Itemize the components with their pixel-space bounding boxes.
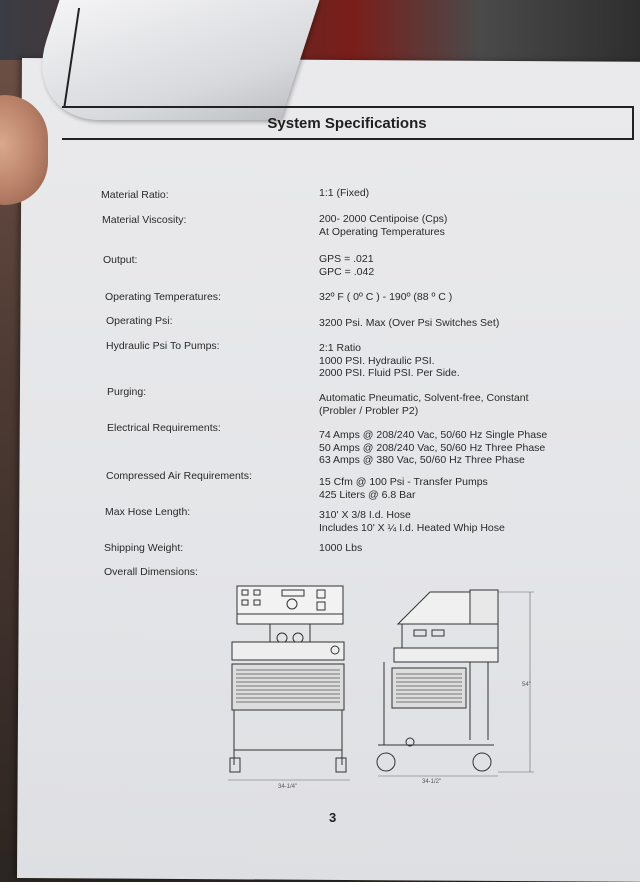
- spec-label-material-viscosity: Material Viscosity:: [102, 214, 187, 226]
- spec-value-operating-temperatures: 32º F ( 0º C ) - 190º (88 º C ): [319, 291, 453, 303]
- spec-label-electrical-requirements: Electrical Requirements:: [107, 422, 221, 434]
- spec-value-shipping-weight: 1000 Lbs: [319, 542, 363, 554]
- spec-value-output: GPS = .021 GPC = .042: [319, 253, 375, 278]
- spec-label-hydraulic-psi: Hydraulic Psi To Pumps:: [106, 340, 220, 352]
- title-box: [62, 106, 634, 140]
- page-title: System Specifications: [267, 114, 427, 132]
- front-view-drawing: [222, 580, 357, 795]
- spec-label-shipping-weight: Shipping Weight:: [104, 542, 184, 554]
- spec-label-output: Output:: [103, 254, 138, 266]
- front-width-label: 34-1/4": [278, 784, 298, 790]
- page-number: 3: [329, 810, 337, 825]
- spec-value-compressed-air: 15 Cfm @ 100 Psi - Transfer Pumps 425 Liters @ 6.8 Bar: [319, 476, 488, 501]
- side-view-drawing: [370, 580, 545, 790]
- spec-value-operating-psi: 3200 Psi. Max (Over Psi Switches Set): [319, 317, 500, 329]
- spec-label-compressed-air: Compressed Air Requirements:: [106, 470, 252, 482]
- height-label: 54": [522, 682, 531, 688]
- spec-label-purging: Purging:: [107, 386, 147, 398]
- spec-value-hydraulic-psi: 2:1 Ratio 1000 PSI. Hydraulic PSI. 2000 PSI. Fluid PSI. Per Side.: [319, 342, 460, 379]
- spec-label-material-ratio: Material Ratio:: [101, 189, 169, 201]
- spec-value-purging: Automatic Pneumatic, Solvent-free, Constant (Probler / Probler P2): [319, 392, 529, 417]
- spec-label-operating-temperatures: Operating Temperatures:: [105, 291, 221, 303]
- spec-value-max-hose-length: 310' X 3/8 I.d. Hose Includes 10' X ¼ I.d. Heated Whip Hose: [319, 509, 505, 534]
- page-curl: [21, 0, 320, 120]
- spec-label-overall-dimensions: Overall Dimensions:: [104, 566, 198, 578]
- spec-label-max-hose-length: Max Hose Length:: [105, 506, 191, 518]
- spec-value-material-viscosity: 200- 2000 Centipoise (Cps) At Operating Temperatures: [319, 213, 448, 238]
- spec-value-electrical-requirements: 74 Amps @ 208/240 Vac, 50/60 Hz Single Phase 50 Amps @ 208/240 Vac, 50/60 Hz Three Phase 63 Amps @ 380 Vac, 50/60 Hz Three Phase: [319, 429, 548, 466]
- spec-value-material-ratio: 1:1 (Fixed): [319, 187, 370, 199]
- spec-label-operating-psi: Operating Psi:: [106, 315, 173, 327]
- side-width-label: 34-1/2": [422, 779, 442, 785]
